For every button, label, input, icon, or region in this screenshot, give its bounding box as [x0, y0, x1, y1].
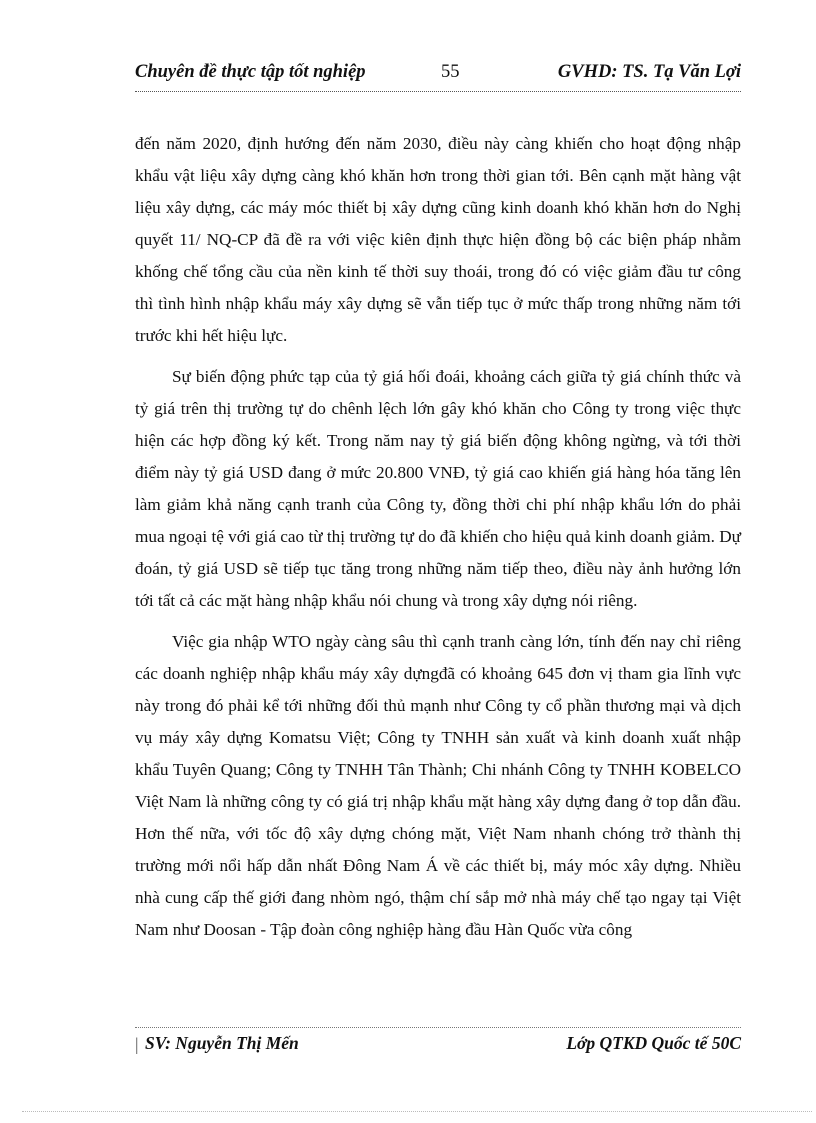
page-body — [135, 128, 741, 955]
page-footer — [135, 1032, 741, 1058]
paragraph-wto-competition: Việc gia nhập WTO ngày càng sâu thì cạnh tranh càng lớn, tính đến nay chỉ riêng các doanh nghiệp nhập khẩu máy xây dựngđã có khoảng 645 đơn vị tham gia lĩnh vực này trong đó phải kể tới những đối thủ mạnh như Công ty cổ phần thương mại và dịch vụ máy xây dựng Komatsu Việt; Công ty TNHH sản xuất và kinh doanh xuất nhập khẩu Tuyên Quang; Công ty TNHH Tân Thành; Chi nhánh Công ty TNHH KOBELCO Việt Nam là những công ty có giá trị nhập khẩu mặt hàng xây dựng đang ở top dẫn đầu. Hơn thế nữa, với tốc độ xây dựng chóng mặt, Việt Nam nhanh chóng trở thành thị trường mới nổi hấp dẫn nhất Đông Nam Á về các thiết bị, máy móc xây dựng. Nhiều nhà cung cấp thế giới đang nhòm ngó, thậm chí sắp mở nhà máy chế tạo ngay tại Việt Nam như Doosan - Tập đoàn công nghiệp hàng đầu Hàn Quốc vừa công — [135, 632, 741, 939]
header-supervisor: GVHD: TS. Tạ Văn Lợi — [557, 62, 741, 82]
footer-class: Lớp QTKD Quốc tế 50C — [566, 1033, 741, 1053]
paragraph-continued: đến năm 2020, định hướng đến năm 2030, điều này càng khiến cho hoạt động nhập khẩu vật liệu xây dựng càng khó khăn hơn trong thời gian tới. Bên cạnh mặt hàng vật liệu xây dựng, các máy móc thiết bị xây dựng cũng kinh doanh khó khăn hơn do Nghị quyết 11/ NQ-CP đã đề ra với việc kiên định thực hiện đồng bộ các biện pháp nhằm khống chế tổng cầu của nền kinh tế thời suy thoái, trong đó có việc giảm đầu tư công thì tình hình nhập khẩu máy xây dựng sẽ vẫn tiếp tục ở mức thấp trong những năm tới trước khi hết hiệu lực. — [135, 134, 741, 345]
page-number: 55 — [441, 62, 460, 82]
paragraph-exchange-rate: Sự biến động phức tạp của tỷ giá hối đoái, khoảng cách giữa tỷ giá chính thức và tỷ giá trên thị trường tự do chênh lệch lớn gây khó khăn cho Công ty trong việc thực hiện các hợp đồng ký kết. Trong năm nay tỷ giá biến động không ngừng, và tới thời điểm này tỷ giá USD đang ở mức 20.800 VNĐ, tỷ giá cao khiến giá hàng hóa tăng lên làm giảm khả năng cạnh tranh của Công ty, đồng thời chi phí nhập khẩu lớn do phải mua ngoại tệ với giá cao từ thị trường tự do đã khiến cho hiệu quả kinh doanh giảm. Dự đoán, tỷ giá USD sẽ tiếp tục tăng trong những năm tiếp theo, điều này ảnh hưởng lớn tới tất cả các mặt hàng nhập khẩu nói chung và trong xây dựng nói riêng. — [135, 367, 741, 610]
page-header — [135, 60, 741, 90]
header-divider — [135, 91, 741, 92]
page-bottom-edge — [22, 1111, 812, 1112]
footer-separator: | — [135, 1034, 139, 1054]
footer-divider — [135, 1027, 741, 1028]
footer-student: SV: Nguyễn Thị Mến — [145, 1033, 299, 1053]
header-title: Chuyên đề thực tập tốt nghiệp — [135, 62, 366, 82]
